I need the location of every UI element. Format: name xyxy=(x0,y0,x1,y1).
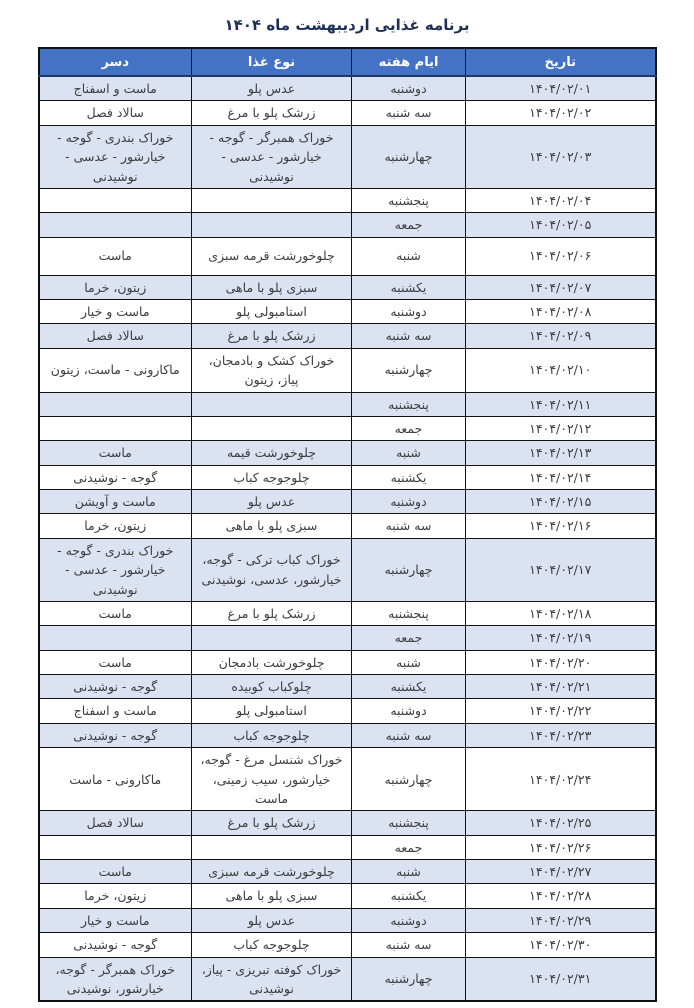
dessert-cell xyxy=(39,416,192,440)
food-cell xyxy=(192,626,352,650)
food-cell xyxy=(192,416,352,440)
date-cell: ۱۴۰۴/۰۲/۳۰ xyxy=(466,933,656,957)
table-row xyxy=(39,324,656,348)
table-row xyxy=(39,514,656,538)
weekday-cell: جمعه xyxy=(352,213,466,237)
date-cell: ۱۴۰۴/۰۲/۲۱ xyxy=(466,675,656,699)
dessert-cell: زیتون، خرما xyxy=(39,514,192,538)
weekday-cell: شنبه xyxy=(352,650,466,674)
dessert-cell xyxy=(39,213,192,237)
food-cell: خوراک کشک و بادمجان، پیاز، زیتون xyxy=(192,348,352,392)
table-row xyxy=(39,811,656,835)
dessert-cell: گوجه - نوشیدنی xyxy=(39,465,192,489)
weekday-cell: چهارشنبه xyxy=(352,957,466,1001)
dessert-cell: خوراک همبرگر - گوجه، خیارشور، نوشیدنی xyxy=(39,957,192,1001)
table-row xyxy=(39,699,656,723)
weekday-cell: دوشنبه xyxy=(352,300,466,324)
food-cell: خوراک شنسل مرغ - گوجه، خیارشور، سیب زمینی، ماست xyxy=(192,748,352,811)
weekday-cell: یکشنبه xyxy=(352,884,466,908)
table-row xyxy=(39,237,656,275)
table-row xyxy=(39,465,656,489)
weekday-cell: پنجشنبه xyxy=(352,392,466,416)
weekday-cell: سه شنبه xyxy=(352,723,466,747)
dessert-cell xyxy=(39,835,192,859)
date-cell: ۱۴۰۴/۰۲/۲۷ xyxy=(466,860,656,884)
dessert-cell: سالاد فصل xyxy=(39,101,192,125)
dessert-cell: ماست و خیار xyxy=(39,908,192,932)
weekday-cell: یکشنبه xyxy=(352,275,466,299)
table-row xyxy=(39,626,656,650)
food-cell: عدس پلو xyxy=(192,908,352,932)
food-cell xyxy=(192,835,352,859)
table-row xyxy=(39,748,656,811)
dessert-cell: سالاد فصل xyxy=(39,324,192,348)
date-cell: ۱۴۰۴/۰۲/۲۸ xyxy=(466,884,656,908)
food-cell: عدس پلو xyxy=(192,490,352,514)
dessert-cell: ماست xyxy=(39,601,192,625)
date-cell: ۱۴۰۴/۰۲/۰۸ xyxy=(466,300,656,324)
food-cell: زرشک پلو با مرغ xyxy=(192,101,352,125)
food-cell: چلوجوجه کباب xyxy=(192,465,352,489)
table-row xyxy=(39,348,656,392)
date-cell: ۱۴۰۴/۰۲/۰۹ xyxy=(466,324,656,348)
dessert-cell: ماست xyxy=(39,650,192,674)
weekday-cell: شنبه xyxy=(352,237,466,275)
food-cell: چلوخورشت قرمه سبزی xyxy=(192,237,352,275)
food-cell: استامبولی پلو xyxy=(192,699,352,723)
table-header-row xyxy=(39,48,656,76)
dessert-cell: ماست و آویشن xyxy=(39,490,192,514)
date-cell: ۱۴۰۴/۰۲/۱۴ xyxy=(466,465,656,489)
weekday-cell: سه شنبه xyxy=(352,101,466,125)
table-row xyxy=(39,601,656,625)
weekday-cell: چهارشنبه xyxy=(352,125,466,188)
date-cell: ۱۴۰۴/۰۲/۱۸ xyxy=(466,601,656,625)
weekday-cell: پنجشنبه xyxy=(352,188,466,212)
date-cell: ۱۴۰۴/۰۲/۱۷ xyxy=(466,538,656,601)
dessert-cell: خوراک بندری - گوجه - خیارشور - عدسی - نوشیدنی xyxy=(39,538,192,601)
date-cell: ۱۴۰۴/۰۲/۰۲ xyxy=(466,101,656,125)
food-cell xyxy=(192,188,352,212)
table-row xyxy=(39,675,656,699)
date-cell: ۱۴۰۴/۰۲/۰۶ xyxy=(466,237,656,275)
dessert-cell: زیتون، خرما xyxy=(39,275,192,299)
date-cell: ۱۴۰۴/۰۲/۲۳ xyxy=(466,723,656,747)
table-row xyxy=(39,884,656,908)
food-cell: چلوکباب کوبیده xyxy=(192,675,352,699)
dessert-cell: ماست xyxy=(39,237,192,275)
dessert-cell: ماست و اسفناج xyxy=(39,699,192,723)
page-title: برنامه غذایی اردیبهشت ماه ۱۴۰۴ xyxy=(224,16,470,34)
date-cell: ۱۴۰۴/۰۲/۲۹ xyxy=(466,908,656,932)
food-cell: چلوجوجه کباب xyxy=(192,723,352,747)
dessert-cell: ماست و خیار xyxy=(39,300,192,324)
dessert-cell: گوجه - نوشیدنی xyxy=(39,675,192,699)
date-cell: ۱۴۰۴/۰۲/۰۳ xyxy=(466,125,656,188)
column-header-food: نوع غذا xyxy=(192,48,352,76)
date-cell: ۱۴۰۴/۰۲/۲۴ xyxy=(466,748,656,811)
weekday-cell: سه شنبه xyxy=(352,514,466,538)
table-row xyxy=(39,723,656,747)
dessert-cell: ماکارونی - ماست، زیتون xyxy=(39,348,192,392)
food-cell: چلوخورشت بادمجان xyxy=(192,650,352,674)
table-row xyxy=(39,441,656,465)
table-row xyxy=(39,908,656,932)
column-header-dessert: دسر xyxy=(39,48,192,76)
table-row xyxy=(39,101,656,125)
table-row xyxy=(39,538,656,601)
weekday-cell: پنجشنبه xyxy=(352,601,466,625)
date-cell: ۱۴۰۴/۰۲/۰۷ xyxy=(466,275,656,299)
food-cell: چلوخورشت قیمه xyxy=(192,441,352,465)
food-cell: خوراک همبرگر - گوجه - خیارشور - عدسی - نوشیدنی xyxy=(192,125,352,188)
dessert-cell: خوراک بندری - گوجه - خیارشور - عدسی - نوشیدنی xyxy=(39,125,192,188)
weekday-cell: یکشنبه xyxy=(352,465,466,489)
table-row xyxy=(39,213,656,237)
food-cell: خوراک کباب ترکی - گوجه، خیارشور، عدسی، نوشیدنی xyxy=(192,538,352,601)
dessert-cell xyxy=(39,392,192,416)
food-cell: خوراک کوفته تبریزی - پیاز، نوشیدنی xyxy=(192,957,352,1001)
dessert-cell: ماست و اسفناج xyxy=(39,76,192,101)
weekday-cell: شنبه xyxy=(352,441,466,465)
food-cell: چلوجوجه کباب xyxy=(192,933,352,957)
dessert-cell: زیتون، خرما xyxy=(39,884,192,908)
date-cell: ۱۴۰۴/۰۲/۱۳ xyxy=(466,441,656,465)
weekday-cell: دوشنبه xyxy=(352,699,466,723)
dessert-cell xyxy=(39,626,192,650)
dessert-cell: ماکارونی - ماست xyxy=(39,748,192,811)
date-cell: ۱۴۰۴/۰۲/۱۰ xyxy=(466,348,656,392)
food-cell: سبزی پلو با ماهی xyxy=(192,514,352,538)
food-cell: سبزی پلو با ماهی xyxy=(192,275,352,299)
weekday-cell: شنبه xyxy=(352,860,466,884)
table-row xyxy=(39,650,656,674)
weekday-cell: دوشنبه xyxy=(352,908,466,932)
weekday-cell: چهارشنبه xyxy=(352,348,466,392)
weekday-cell: جمعه xyxy=(352,626,466,650)
column-header-date: تاریخ xyxy=(466,48,656,76)
date-cell: ۱۴۰۴/۰۲/۳۱ xyxy=(466,957,656,1001)
weekday-cell: دوشنبه xyxy=(352,76,466,101)
date-cell: ۱۴۰۴/۰۲/۲۰ xyxy=(466,650,656,674)
weekday-cell: چهارشنبه xyxy=(352,538,466,601)
food-cell xyxy=(192,392,352,416)
date-cell: ۱۴۰۴/۰۲/۰۵ xyxy=(466,213,656,237)
weekday-cell: جمعه xyxy=(352,835,466,859)
date-cell: ۱۴۰۴/۰۲/۱۵ xyxy=(466,490,656,514)
table-row xyxy=(39,392,656,416)
date-cell: ۱۴۰۴/۰۲/۱۹ xyxy=(466,626,656,650)
column-header-weekday: ایام هفته xyxy=(352,48,466,76)
table-row xyxy=(39,188,656,212)
date-cell: ۱۴۰۴/۰۲/۰۱ xyxy=(466,76,656,101)
dessert-cell: ماست xyxy=(39,441,192,465)
food-schedule-table xyxy=(38,47,657,1002)
table-row xyxy=(39,860,656,884)
table-row xyxy=(39,957,656,1001)
food-cell xyxy=(192,213,352,237)
food-cell: زرشک پلو با مرغ xyxy=(192,811,352,835)
weekday-cell: سه شنبه xyxy=(352,933,466,957)
dessert-cell: گوجه - نوشیدنی xyxy=(39,723,192,747)
table-row xyxy=(39,835,656,859)
dessert-cell: گوجه - نوشیدنی xyxy=(39,933,192,957)
table-row xyxy=(39,300,656,324)
food-cell: زرشک پلو با مرغ xyxy=(192,324,352,348)
weekday-cell: پنجشنبه xyxy=(352,811,466,835)
table-row xyxy=(39,490,656,514)
date-cell: ۱۴۰۴/۰۲/۲۶ xyxy=(466,835,656,859)
food-cell: استامبولی پلو xyxy=(192,300,352,324)
table-row xyxy=(39,416,656,440)
weekday-cell: سه شنبه xyxy=(352,324,466,348)
date-cell: ۱۴۰۴/۰۲/۱۱ xyxy=(466,392,656,416)
table-row xyxy=(39,76,656,101)
weekday-cell: چهارشنبه xyxy=(352,748,466,811)
date-cell: ۱۴۰۴/۰۲/۱۲ xyxy=(466,416,656,440)
date-cell: ۱۴۰۴/۰۲/۲۲ xyxy=(466,699,656,723)
food-cell: زرشک پلو با مرغ xyxy=(192,601,352,625)
weekday-cell: دوشنبه xyxy=(352,490,466,514)
table-body xyxy=(39,76,656,1001)
dessert-cell: سالاد فصل xyxy=(39,811,192,835)
dessert-cell xyxy=(39,188,192,212)
table-row xyxy=(39,275,656,299)
weekday-cell: یکشنبه xyxy=(352,675,466,699)
table-row xyxy=(39,933,656,957)
food-cell: سبزی پلو با ماهی xyxy=(192,884,352,908)
dessert-cell: ماست xyxy=(39,860,192,884)
date-cell: ۱۴۰۴/۰۲/۲۵ xyxy=(466,811,656,835)
weekday-cell: جمعه xyxy=(352,416,466,440)
food-cell: عدس پلو xyxy=(192,76,352,101)
food-cell: چلوخورشت قرمه سبزی xyxy=(192,860,352,884)
table-row xyxy=(39,125,656,188)
date-cell: ۱۴۰۴/۰۲/۱۶ xyxy=(466,514,656,538)
date-cell: ۱۴۰۴/۰۲/۰۴ xyxy=(466,188,656,212)
